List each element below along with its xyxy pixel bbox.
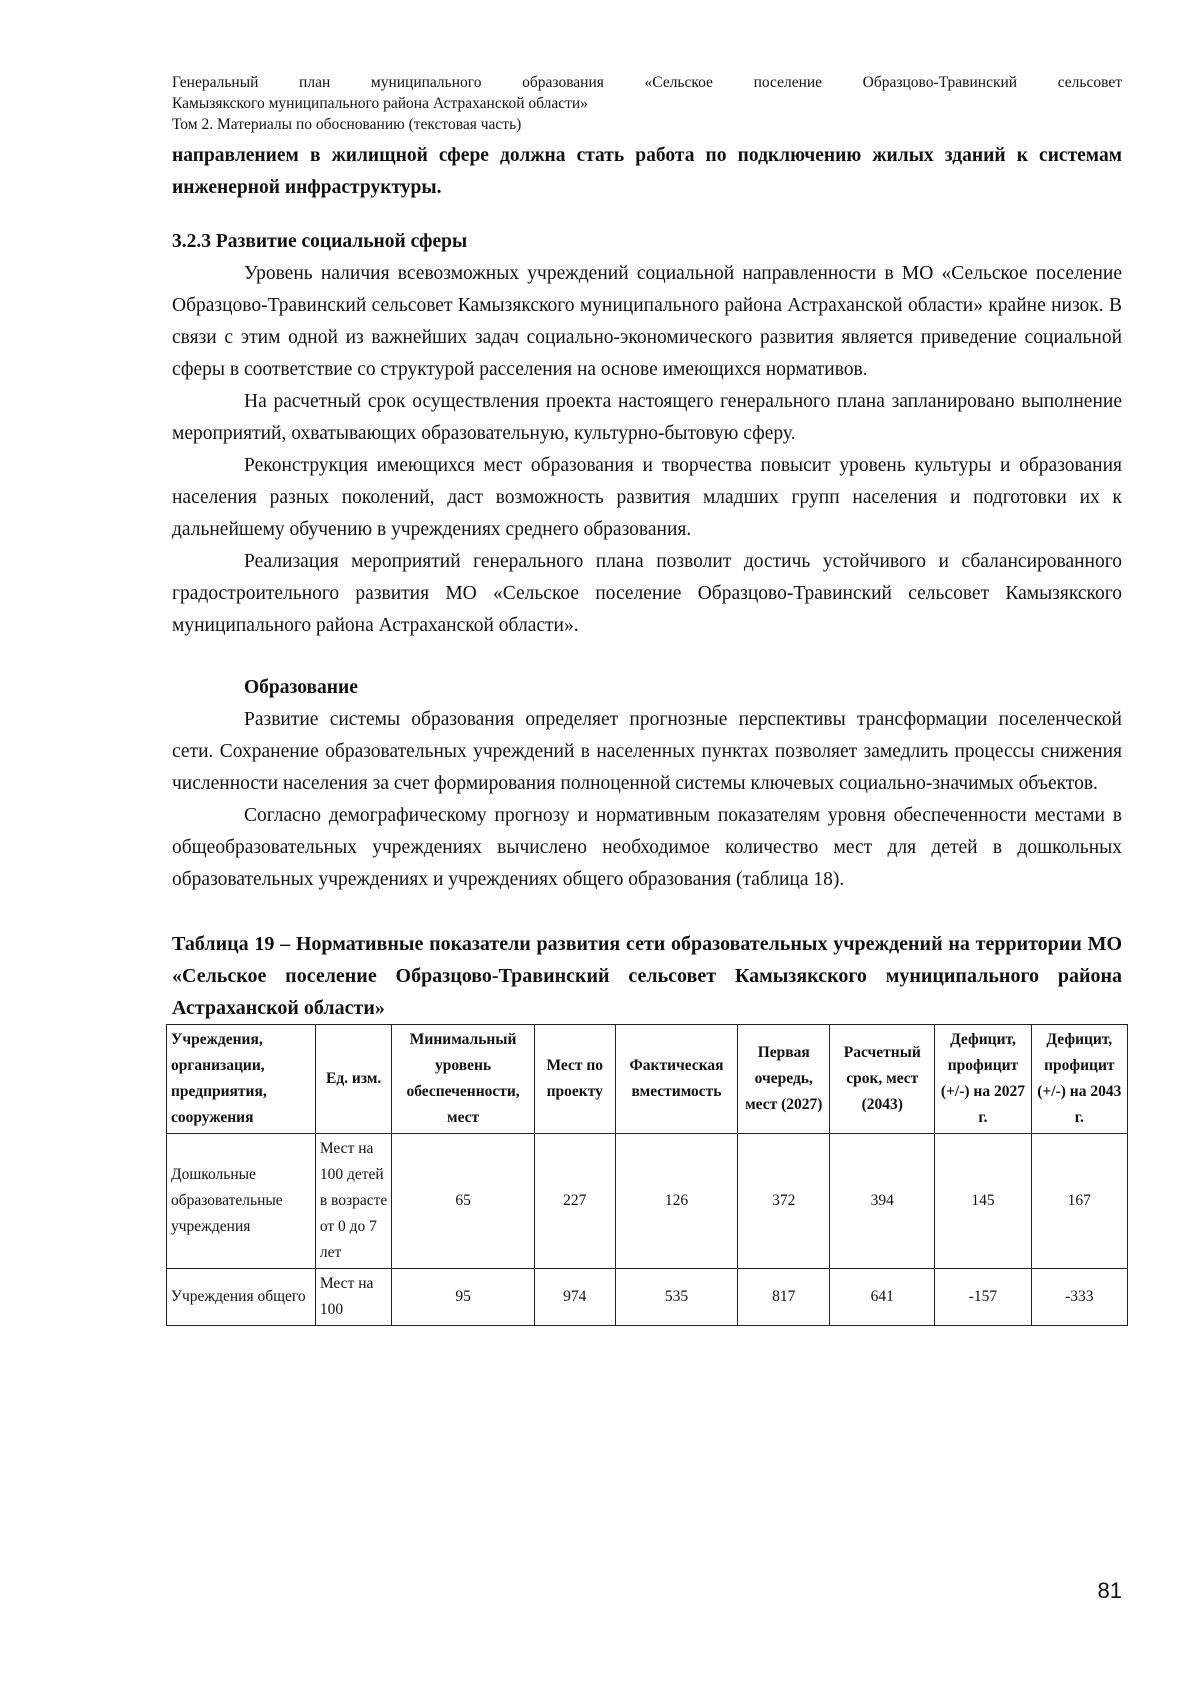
paragraph: Реконструкция имеющихся мест образования и творчества повысит уровень культуры и образования населения разных поколений, даст возможность развития младших групп населения и подготовки их к дальнейшему обучению в учреждениях среднего образования. xyxy=(172,455,1122,540)
table-row xyxy=(167,1269,1128,1326)
table-cell: 167 xyxy=(1031,1134,1127,1269)
table-header-cell: Ед. изм. xyxy=(315,1025,392,1134)
paragraph: Реализация мероприятий генерального плана позволит достичь устойчивого и сбалансированного градостроительного развития МО «Сельское поселение Образцово-Травинский сельсовет Камызякского муниципального района Астраханской области». xyxy=(172,551,1122,636)
paragraph: На расчетный срок осуществления проекта настоящего генерального плана запланировано выполнение мероприятий, охватывающих образовательную, культурно-бытовую сферу. xyxy=(172,391,1122,444)
table-cell: 227 xyxy=(534,1134,615,1269)
table-header-row xyxy=(167,1025,1128,1134)
table-cell: Мест на 100 xyxy=(315,1269,392,1326)
section-title: 3.2.3 Развитие социальной сферы xyxy=(172,231,468,252)
table-header-cell: Дефицит, профицит (+/-) на 2043 г. xyxy=(1031,1025,1127,1134)
paragraph: Развитие системы образования определяет прогнозные перспективы трансформации поселенческой сети. Сохранение образовательных учреждений в населенных пунктах позволяет замедлить процессы снижения численности населения за счет формирования полноценной системы ключевых социально-значимых объектов. xyxy=(172,709,1122,794)
table-header-cell: Расчетный срок, мест (2043) xyxy=(830,1025,935,1134)
header-line-3: Том 2. Материалы по обоснованию (текстовая часть) xyxy=(172,116,522,133)
table-header-cell: Мест по проекту xyxy=(534,1025,615,1134)
header-line-1: Генеральный план муниципального образования «Сельское поселение Образцово-Травинский сельсовет xyxy=(172,74,1122,91)
table-header-cell: Первая очередь, мест (2027) xyxy=(738,1025,830,1134)
table-cell: 394 xyxy=(830,1134,935,1269)
table-cell: Дошкольные образовательные учреждения xyxy=(167,1134,316,1269)
intro-bold-text: направлением в жилищной сфере должна стать работа по подключению жилых зданий к системам инженерной инфраструктуры. xyxy=(172,145,1122,198)
table-cell: 817 xyxy=(738,1269,830,1326)
table-cell: 95 xyxy=(392,1269,534,1326)
table-cell: 65 xyxy=(392,1134,534,1269)
header-line-2: Камызякского муниципального района Астраханской области» xyxy=(172,95,588,112)
table-cell: 641 xyxy=(830,1269,935,1326)
table-cell: -333 xyxy=(1031,1269,1127,1326)
table-header-cell: Учреждения, организации, предприятия, сооружения xyxy=(167,1025,316,1134)
table-header-cell: Минимальный уровень обеспеченности, мест xyxy=(392,1025,534,1134)
paragraph: Согласно демографическому прогнозу и нормативным показателям уровня обеспеченности местами в общеобразовательных учреждениях вычислено необходимое количество мест для детей в дошкольных образовательных учреждениях и учреждениях общего образования (таблица 18). xyxy=(172,805,1122,890)
table-cell: -157 xyxy=(935,1269,1031,1326)
table-cell: 372 xyxy=(738,1134,830,1269)
table-row xyxy=(167,1134,1128,1269)
paragraph: Уровень наличия всевозможных учреждений социальной направленности в МО «Сельское поселение Образцово-Травинский сельсовет Камызякского муниципального района Астраханской области» крайне низок. В связи с этим одной из важнейших задач социально-экономического развития является приведение социальной сферы в соответствие со структурой расселения на основе имеющихся нормативов. xyxy=(172,263,1122,380)
education-table xyxy=(166,1024,1128,1326)
table-header-cell: Дефицит, профицит (+/-) на 2027 г. xyxy=(935,1025,1031,1134)
document-body xyxy=(172,140,1122,1326)
table-cell: 145 xyxy=(935,1134,1031,1269)
table-cell: Мест на 100 детей в возрасте от 0 до 7 лет xyxy=(315,1134,392,1269)
table-caption: Таблица 19 – Нормативные показатели развития сети образовательных учреждений на территории МО «Сельское поселение Образцово-Травинский сельсовет Камызякского муниципального района Астраханской области» xyxy=(172,933,1122,1019)
subsection-title: Образование xyxy=(244,677,358,698)
table-header-cell: Фактическая вместимость xyxy=(615,1025,738,1134)
running-header xyxy=(172,72,1122,135)
table-cell: 974 xyxy=(534,1269,615,1326)
page-number: 81 xyxy=(1097,1578,1122,1603)
table-cell: 126 xyxy=(615,1134,738,1269)
table-cell: Учреждения общего xyxy=(167,1269,316,1326)
table-cell: 535 xyxy=(615,1269,738,1326)
